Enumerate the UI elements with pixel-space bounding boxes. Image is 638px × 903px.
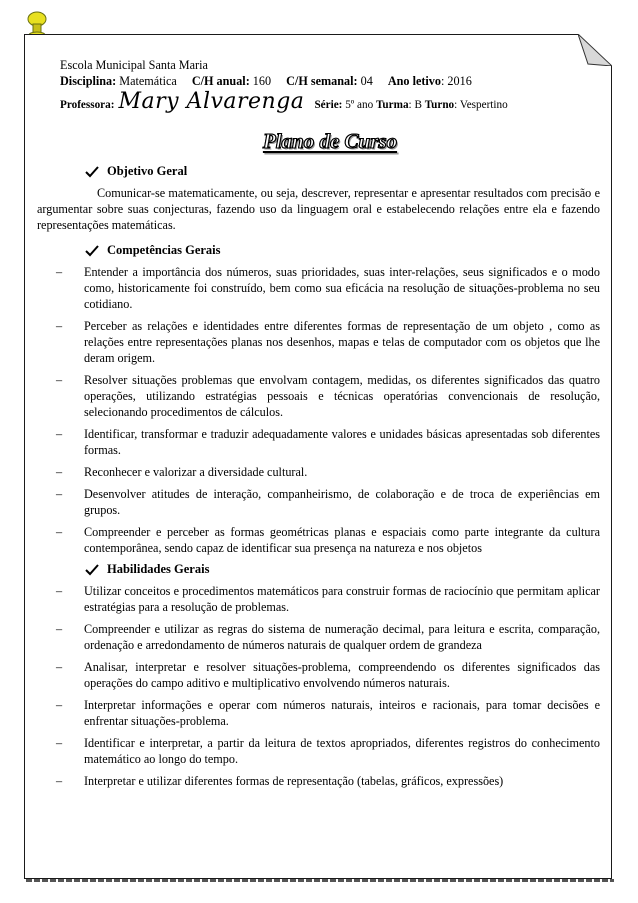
checkmark-icon [85, 564, 99, 576]
skills-list [56, 583, 600, 789]
list-item: – Resolver situações problemas que envolvam contagem, medidas, os diferentes significados das quatro operações, utilizando estratégias pessoais e técnicas operatórias convencionais de resolução, selecionando procedimentos de cálculos. [56, 373, 600, 419]
grade-value: 5º ano [345, 99, 374, 111]
teacher-name: Mary Alvarenga [118, 89, 305, 114]
school-year-value: : 2016 [441, 74, 472, 88]
document-body [37, 57, 600, 795]
teacher-label: Professora: [60, 99, 115, 111]
shift-value: : Vespertino [454, 99, 508, 111]
list-item: – Utilizar conceitos e procedimentos matemáticos para construir formas de raciocínio que permitam aplicar estratégias para a resolução de problemas. [56, 584, 600, 614]
list-item: – Desenvolver atitudes de interação, companheirismo, de colaboração e de troca de experiências em grupos. [56, 487, 600, 517]
list-item: – Reconhecer e valorizar a diversidade cultural. [56, 465, 308, 479]
grade-label: Série: [314, 99, 343, 111]
section-heading-objective: Objetivo Geral [85, 164, 600, 179]
discipline-value: Matemática [119, 74, 177, 88]
list-item: – Compreender e perceber as formas geométricas planas e espaciais como parte integrante da cultura contemporânea, sendo capaz de identificar sua presença na natureza e nos objetos [56, 525, 600, 555]
list-item: – Identificar, transformar e traduzir adequadamente valores e unidades básicas apresentadas sob diferentes formas. [56, 427, 600, 457]
school-name: Escola Municipal Santa Maria [60, 58, 208, 72]
teacher-info-row [60, 91, 600, 113]
class-value: : B [408, 99, 422, 111]
page-frame [24, 34, 612, 879]
list-item: – Analisar, interpretar e resolver situações-problema, compreendendo os diferentes significados das operações do campo aditivo e multiplicativo envolvendo números naturais. [56, 660, 600, 690]
annual-hours-value: 160 [252, 74, 272, 88]
shift-label: Turno [424, 99, 455, 111]
competencies-list [56, 264, 600, 556]
section-heading-competencies: Competências Gerais [85, 243, 600, 258]
list-item: – Interpretar informações e operar com números naturais, inteiros e racionais, para tomar decisões e enfrentar situações-problema. [56, 698, 600, 728]
list-item: – Compreender e utilizar as regras do sistema de numeração decimal, para leitura e escrita, comparação, ordenação e arredondamento de números naturais de qualquer ordem de grandeza [56, 622, 600, 652]
class-label: Turma [376, 99, 409, 111]
list-item: – Entender a importância dos números, suas prioridades, suas inter-relações, seus significados e o modo como, historicamente foi construído, bem como sua eficácia na resolução de situações-problema no seu cotidiano. [56, 265, 600, 311]
course-info-row [60, 73, 600, 89]
section-heading-skills: Habilidades Gerais [85, 562, 600, 577]
page-bottom-edge [26, 879, 614, 882]
checkmark-icon [85, 245, 99, 257]
page-title: Plano de Curso [262, 129, 398, 153]
list-item: – Identificar e interpretar, a partir da leitura de textos apropriados, diferentes registros do conhecimento matemático ao longo do tempo. [56, 736, 600, 766]
checkmark-icon [85, 166, 99, 178]
list-item: – Perceber as relações e identidades entre diferentes formas de representação de um objeto , como as relações entre representações planas nos desenhos, mapas e telas de computador com os objetos que lhe deram origem. [56, 319, 600, 365]
weekly-hours-label: C/H semanal: [286, 74, 358, 88]
objective-paragraph: Comunicar-se matematicamente, ou seja, descrever, representar e apresentar resultados com precisão e argumentar sobre suas conjecturas, fazendo uso da linguagem oral e estabelecendo relações entre ela e fazendo representações matemáticas. [37, 186, 600, 232]
weekly-hours-value: 04 [360, 74, 373, 88]
list-item: – Interpretar e utilizar diferentes formas de representação (tabelas, gráficos, expressões) [56, 774, 504, 788]
discipline-label: Disciplina: [60, 74, 117, 88]
school-year-label: Ano letivo [387, 74, 441, 88]
annual-hours-label: C/H anual: [191, 74, 250, 88]
